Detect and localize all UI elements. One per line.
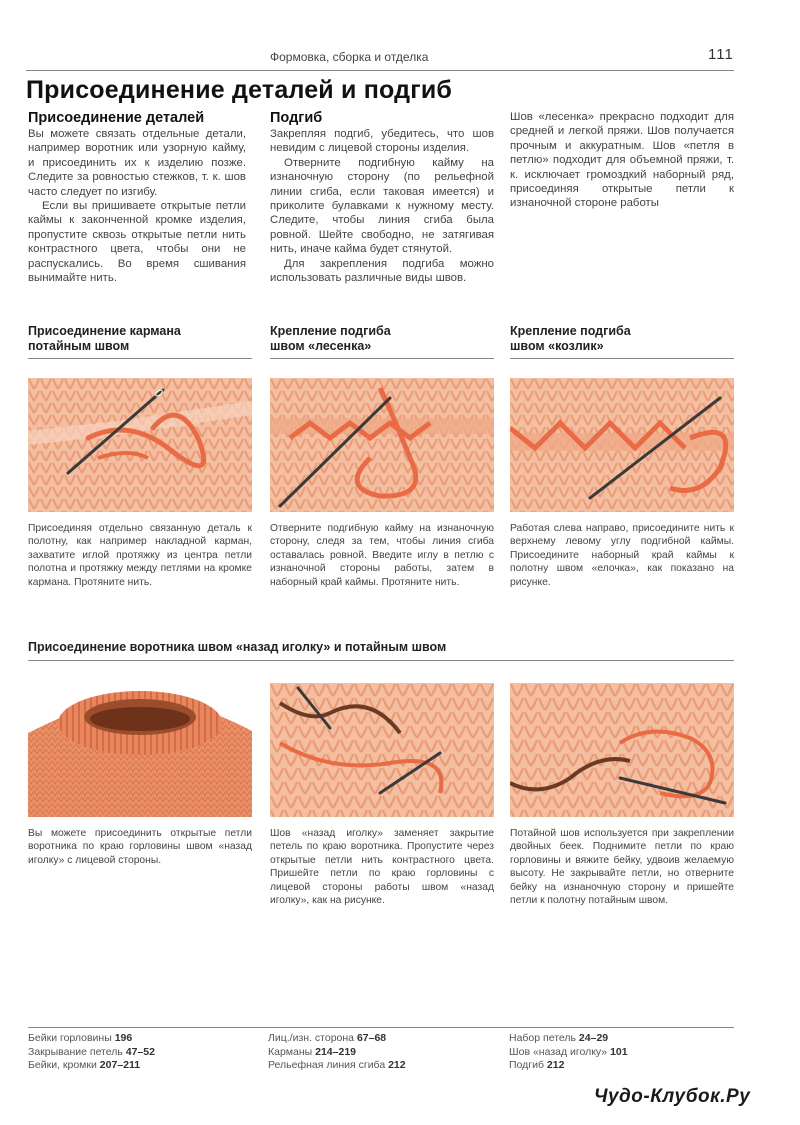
illustration-backstitch [270,683,494,817]
page-title: Присоединение деталей и подгиб [26,76,453,104]
reference-link[interactable]: Карманы 214–219 [268,1045,357,1058]
caption-ladder: Отверните подгибную кайму на изнаночную сторону, следя за тем, чтобы линия сгиба оставалась ровной. Введите иглу в петлю с изнаночной стороны работы, затем в наборный край каймы. Протяните нить. [270,523,494,588]
section-title-collar: Присоединение воротника швом «назад иголку» и потайным швом [28,640,447,654]
illustration-ladder-stitch [270,378,494,512]
running-header: Формовка, сборка и отделка [270,50,429,64]
reference-link[interactable]: Бейки, кромки 207–211 [28,1059,141,1072]
caption-herringbone: Работая слева направо, присоедините нить к верхнему левому углу подгибной каймы. Присоедините наборный край каймы к полотну швом «елочка», как показано на рисунке. [510,523,734,588]
illustration-pocket-seam [28,378,252,512]
caption-collar-photo: Вы можете присоединить открытые петли воротника по краю горловины швом «назад иголку» с лицевой стороны. [28,828,252,866]
reference-link[interactable]: Рельефная линия сгиба 212 [268,1059,406,1072]
site-watermark: Чудо-Клубок.Ру [594,1086,751,1107]
intro-col2-p1: Закрепляя подгиб, убедитесь, что шов невидим с лицевой стороны изделия. [270,128,494,155]
reference-link[interactable]: Шов «назад иголку» 101 [509,1045,628,1058]
section-title-pocket: Присоединение кармана потайным швом [28,324,181,353]
header-rule [26,70,734,71]
reference-link[interactable]: Закрывание петель 47–52 [28,1045,155,1058]
section-title-herringbone: Крепление подгиба швом «козлик» [510,324,631,353]
reference-link[interactable]: Лиц./изн. сторона 67–68 [268,1032,387,1044]
heading-joining-pieces: Присоединение деталей [28,110,205,126]
reference-link[interactable]: Бейки горловины 196 [28,1032,133,1044]
intro-col3-text [510,110,734,211]
intro-col1-text [28,127,246,285]
references-col1 [28,1032,155,1073]
illustration-slip-stitch-collar [510,683,734,817]
intro-col3-p1: Шов «лесенка» прекрасно подходит для средней и легкой пряжи. Шов получается прочным и аккуратным. Шов «петля в петлю» подходит для объемной пряжи, т. к. исключает громоздкий наборный ряд, присоединяя открытые петли к изнаночной стороне работы [510,111,734,210]
section-rule-3 [510,358,734,359]
photo-sweater-collar [28,683,252,817]
page-number: 111 [708,46,734,63]
reference-link[interactable]: Набор петель 24–29 [509,1032,609,1044]
references-col2 [268,1032,406,1073]
section-rule-collar [28,660,734,661]
footer-rule [28,1027,734,1028]
intro-col1-p1: Вы можете связать отдельные детали, например воротник или узорную кайму, и присоединить их к изделию позже. Следите за ровностью стежков, т. к. шов часто следует по изгибу. [28,128,246,198]
caption-pocket: Присоединяя отдельно связанную деталь к полотну, как например накладной карман, захватите иглой протяжку из центра петли полотна и протяжку между петлями на кромке кармана. Протяните нить. [28,523,252,588]
intro-col2-p3: Для закрепления подгиба можно использовать различные виды швов. [270,257,494,285]
reference-link[interactable]: Подгиб 212 [509,1059,565,1072]
caption-slip-stitch: Потайной шов используется при закреплении двойных беек. Поднимите петли по краю горловины и вяжите бейку, удвоив желаемую высоту. Не закрывайте петли, но отверните бейку на изнаночную сторону и пришейте петли к полотну потайным швом. [510,828,734,907]
intro-col1-p2: Если вы пришиваете открытые петли каймы к законченной кромке изделия, пропустите сквозь открытые петли нить контрастного цвета, чтобы они не распускались. Во время сшивания вынимайте нить. [28,200,246,285]
heading-hem: Подгиб [270,110,323,126]
section-rule-2 [270,358,494,359]
caption-backstitch: Шов «назад иголку» заменяет закрытие петель по краю воротника. Пропустите через открытые петли нить контрастного цвета. Пришейте петли по краю горловины с лицевой стороны работы швом «назад иголку», как на рисунке. [270,828,494,907]
section-title-ladder: Крепление подгиба швом «лесенка» [270,324,391,353]
intro-col2-p2: Отверните подгибную кайму на изнаночную сторону (по рельефной линии сгиба, если таковая имеется) и приколите булавками к нужному месту. Следите, чтобы линия сгиба была ровной. Шейте свободно, не затягивая нить, иначе кайма будет стянутой. [270,156,494,256]
intro-col2-text [270,127,494,285]
references-col3 [509,1032,628,1073]
illustration-herringbone-stitch [510,378,734,512]
section-rule-1 [28,358,252,359]
